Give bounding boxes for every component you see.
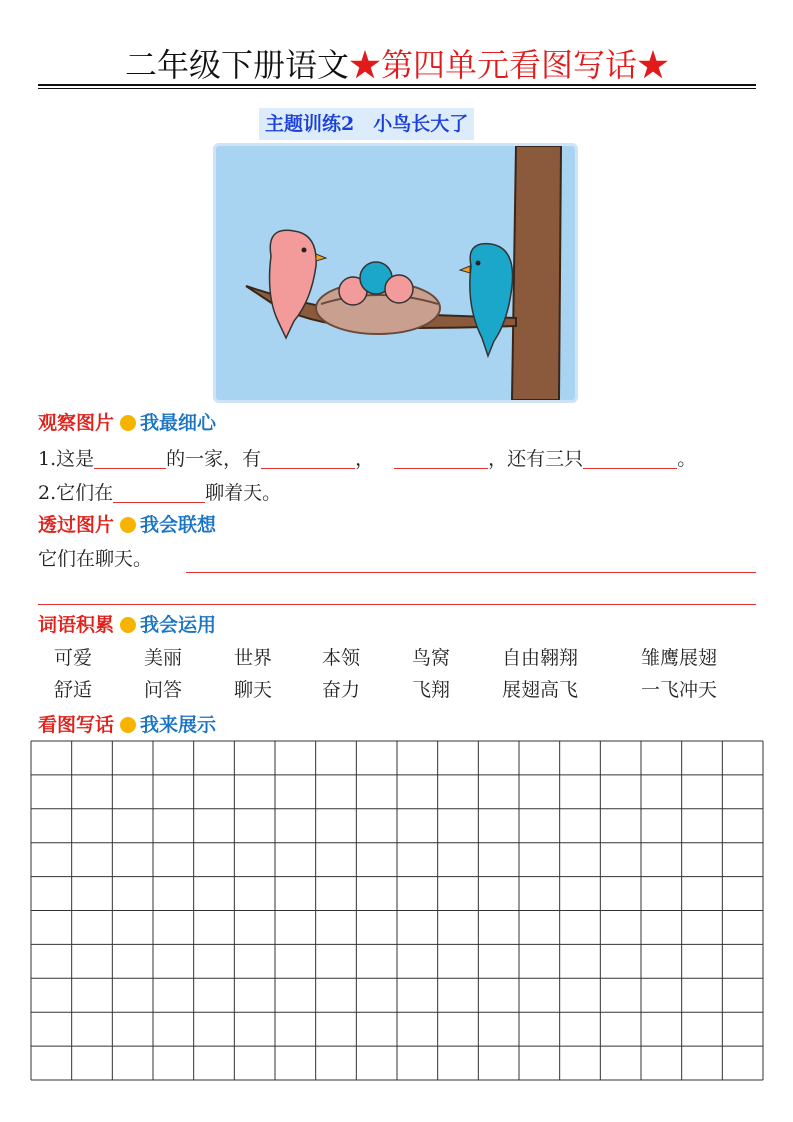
blank-field[interactable]: [94, 448, 166, 469]
section-write: 看图写话 我来展示: [38, 714, 217, 736]
vocab-list: [38, 642, 756, 706]
section-observe: 观察图片 我最细心: [38, 412, 217, 434]
page-title: [38, 44, 756, 86]
tree-trunk: [512, 146, 561, 400]
vocab-word: 本领: [322, 647, 361, 669]
writing-grid[interactable]: [30, 740, 764, 1081]
theme-subtitle: 主题训练2 小鸟长大了: [259, 108, 474, 140]
vocab-word: 问答: [144, 679, 183, 701]
star-icon: ★: [348, 46, 381, 84]
dot-icon: [120, 415, 136, 431]
vocab-word: 一飞冲天: [641, 679, 718, 701]
blank-field[interactable]: [583, 448, 677, 469]
vocab-word: 美丽: [144, 647, 183, 669]
dot-icon: [120, 617, 136, 633]
question-1: 1.这是 的一家，有 ， ，还有三只 。: [38, 448, 697, 470]
section-imagine: 透过图片 我会联想: [38, 514, 217, 536]
imagine-prompt: 它们在聊天。: [38, 548, 153, 570]
star-icon: ★: [637, 46, 670, 84]
writing-line[interactable]: [186, 572, 756, 573]
title-rule: [38, 84, 756, 86]
bird-family-illustration: [213, 143, 578, 403]
blank-field[interactable]: [261, 448, 355, 469]
title-main: 二年级下册语文: [124, 46, 349, 84]
blank-field[interactable]: [394, 448, 488, 469]
vocab-word: 世界: [234, 647, 273, 669]
vocab-word: 展翅高飞: [502, 679, 579, 701]
vocab-word: 鸟窝: [412, 647, 451, 669]
pink-chick: [385, 275, 413, 303]
dot-icon: [120, 517, 136, 533]
vocab-word: 飞翔: [412, 679, 451, 701]
dot-icon: [120, 717, 136, 733]
writing-grid-svg[interactable]: [30, 740, 764, 1081]
title-rule-thin: [38, 88, 756, 89]
vocab-word: 可爱: [54, 647, 93, 669]
section-words: 词语积累 我会运用: [38, 614, 217, 636]
title-unit: 第四单元看图写话: [381, 46, 638, 84]
vocab-word: 雏鹰展翅: [641, 647, 718, 669]
blank-field[interactable]: [113, 482, 205, 503]
vocab-word: 舒适: [54, 679, 93, 701]
vocab-word: 奋力: [322, 679, 361, 701]
vocab-word: 自由翱翔: [502, 647, 579, 669]
question-2: 2.它们在 聊着天。: [38, 482, 282, 504]
writing-line[interactable]: [38, 604, 756, 605]
vocab-word: 聊天: [234, 679, 273, 701]
